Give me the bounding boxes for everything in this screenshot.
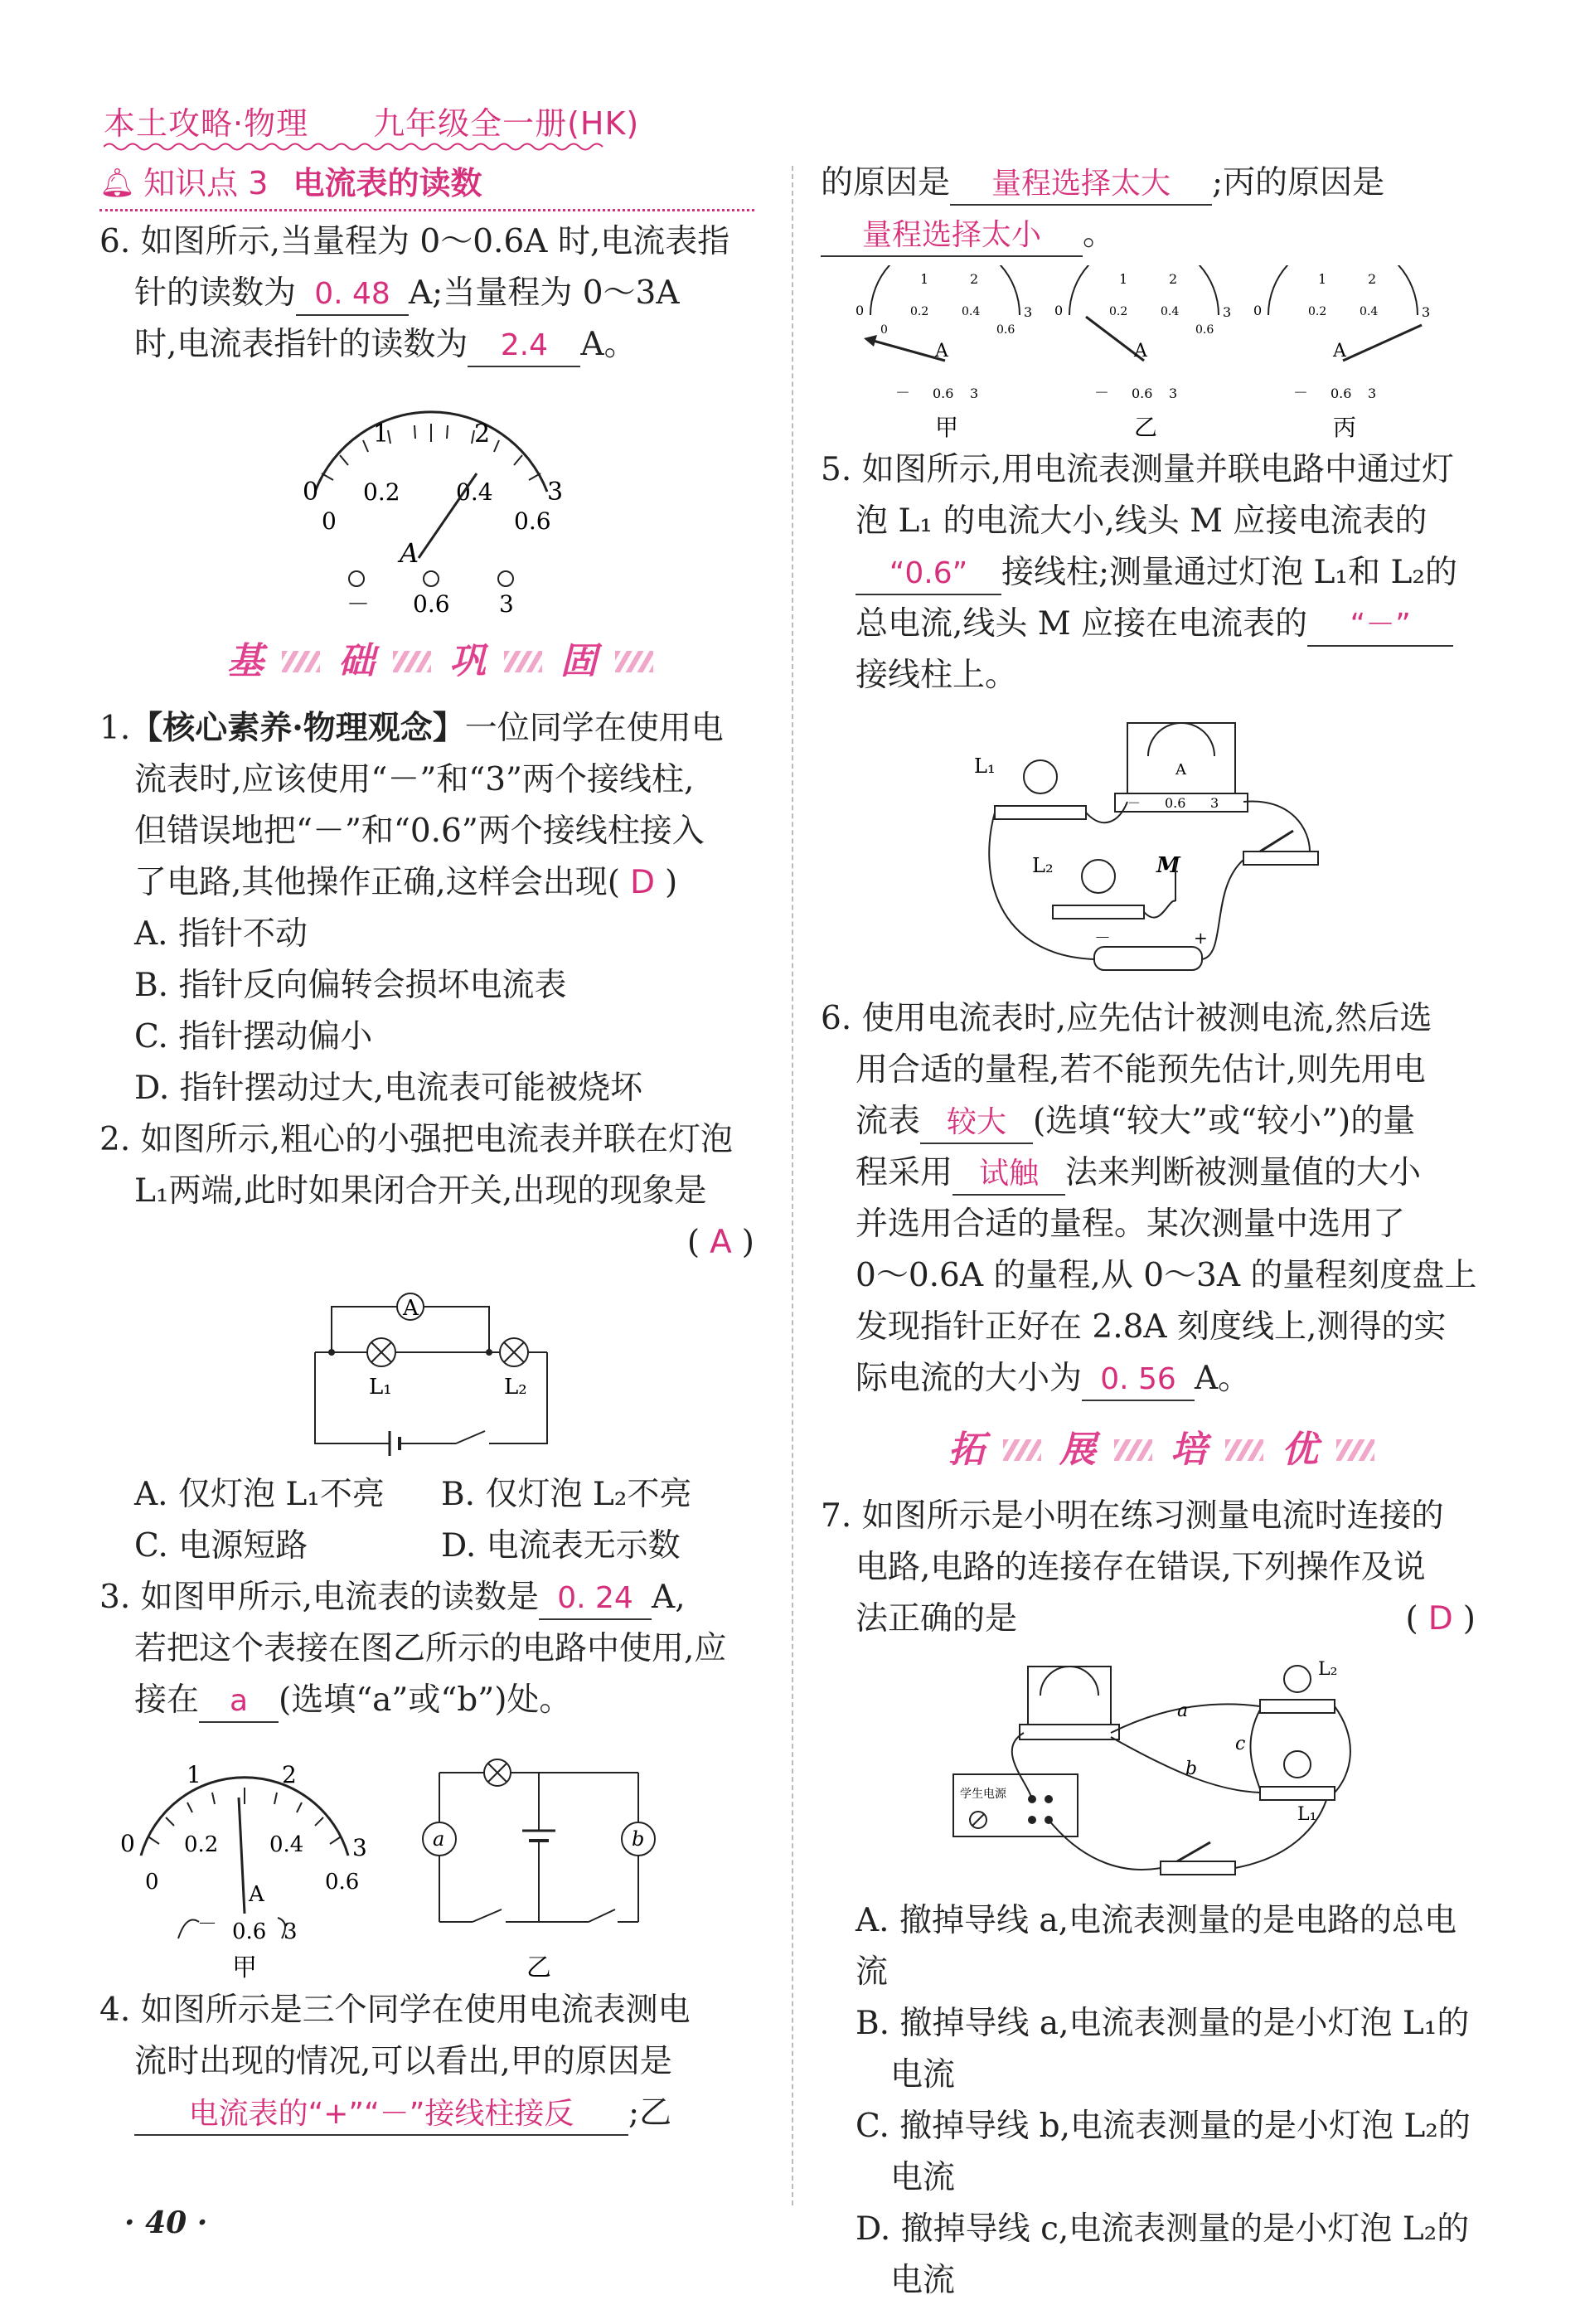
scale-label: 1 xyxy=(1119,271,1128,287)
lamp-label: L₁ xyxy=(974,754,996,778)
scale-label: 0.4 xyxy=(962,305,981,318)
question-text: A。 xyxy=(1195,1360,1251,1397)
ammeter-jia xyxy=(856,265,1032,439)
question-text: 若把这个表接在图乙所示的电路中使用,应 xyxy=(134,1630,727,1667)
answer-blank: 量程选择太大 xyxy=(950,164,1212,206)
figure-q3 xyxy=(108,1731,754,1980)
option-b: B. 撤掉导线 a,电流表测量的是小灯泡 L₁的 xyxy=(856,2005,1470,2042)
question-text: 使用电流表时,应先估计被测电流,然后选 xyxy=(861,1000,1432,1037)
question-text: 程采用 xyxy=(856,1154,953,1191)
answer-blank: 0. 56 xyxy=(1082,1360,1195,1401)
question-text: 法来判断被测量值的大小 xyxy=(1065,1154,1422,1191)
section-heading-basic xyxy=(99,633,763,691)
question-text: 如图所示,用电流表测量并联电路中通过灯 xyxy=(861,451,1455,488)
scale-label: 0 xyxy=(322,507,337,535)
scale-label: 2 xyxy=(1368,271,1377,287)
scale-label: 0.4 xyxy=(1161,305,1180,318)
power-supply-label: 学生电源 xyxy=(960,1788,1006,1801)
figure-caption: 乙 xyxy=(526,1953,551,1980)
option-c: C. 电源短路 xyxy=(134,1527,308,1565)
terminal-label: 0.6 xyxy=(1165,795,1186,811)
answer-choice: D xyxy=(630,864,656,901)
answer-blank: a xyxy=(199,1681,279,1723)
question-text: 一位同学在使用电 xyxy=(464,710,724,747)
question-text: 的原因是 xyxy=(821,164,951,201)
option-d: D. 电流表无示数 xyxy=(441,1527,681,1565)
question-text: L₁两端,此时如果闭合开关,出现的现象是 xyxy=(134,1172,707,1210)
option-c: C. 指针摆动偏小 xyxy=(134,1018,373,1055)
lamp-label: L₁ xyxy=(369,1375,392,1400)
lamp-l2-bulb xyxy=(1082,860,1115,893)
question-number: 6. xyxy=(821,1000,852,1037)
knowledge-point-heading xyxy=(99,158,754,211)
lamp-label: L₂ xyxy=(504,1375,527,1400)
meter-needle xyxy=(1343,325,1422,361)
section-char: 展 xyxy=(1059,1429,1096,1471)
option-b-cont: 电流 xyxy=(890,2056,956,2094)
scale-label: 0 xyxy=(856,303,865,318)
question-text: 针的读数为 xyxy=(134,274,297,312)
terminal-label: 0.6 xyxy=(232,1919,267,1944)
question-text: 但错误地把“－”和“0.6”两个接线柱接入 xyxy=(134,813,705,850)
section-char: 巩 xyxy=(449,640,486,682)
question-text: 用合适的量程,若不能预先估计,则先用电 xyxy=(856,1051,1426,1089)
question-text: 泡 L₁ 的电流大小,线头 M 应接电流表的 xyxy=(856,502,1427,540)
ammeter-yi xyxy=(1054,265,1231,439)
scale-label: 2 xyxy=(1169,271,1178,287)
scale-label: 3 xyxy=(1223,304,1232,320)
question-text: A;当量程为 0～3A xyxy=(409,274,680,312)
scale-label: 1 xyxy=(920,271,929,287)
terminal-label: 3 xyxy=(1368,386,1377,401)
terminal-label: － xyxy=(1094,385,1109,402)
battery-positive: + xyxy=(1194,928,1208,948)
option-c-cont: 电流 xyxy=(890,2159,956,2196)
question-2: 2. 如图所示,粗心的小强把电流表并联在灯泡 L₁两端,此时如果闭合开关,出现的现象是 ( A ) A L₁ L₂ A. 仅灯泡 L₁不亮 B. 仅灯泡 L₂不亮 C. 电源短路 D. 电流表无示数 xyxy=(99,1114,763,1572)
answer-blank: 0. 24 xyxy=(539,1579,652,1620)
section-char: 固 xyxy=(560,640,597,682)
parallel-circuit-figure-q5 xyxy=(962,706,1343,988)
question-4-part2 xyxy=(821,158,1484,439)
answer-blank: “－” xyxy=(1307,605,1453,647)
question-6-left xyxy=(99,216,763,616)
question-number: 1. xyxy=(99,710,131,747)
scale-label: 0 xyxy=(120,1830,135,1857)
scale-label: 0.2 xyxy=(363,478,400,506)
battery-negative: － xyxy=(1094,928,1111,948)
answer-blank: 0. 48 xyxy=(296,274,409,316)
question-text: 电路,电路的连接存在错误,下列操作及说 xyxy=(856,1549,1426,1586)
lamp-l2-bulb xyxy=(1284,1666,1311,1692)
scale-label: 3 xyxy=(1024,304,1033,320)
meter-needle xyxy=(239,1798,245,1914)
question-text: 流表 xyxy=(856,1103,921,1140)
left-column xyxy=(99,158,763,2139)
question-1: 1.【核心素养·物理观念】一位同学在使用电 流表时,应该使用“－”和“3”两个接线柱, 但错误地把“－”和“0.6”两个接线柱接入 了电路,其他操作正确,这样会出现( D ) A. 指针不动 B. 指针反向偏转会损坏电流表 C. 指针摆动偏小 D. 指针摆动过大,电流表可能被烧坏 xyxy=(99,702,763,1114)
option-d-cont: 电流 xyxy=(890,2262,956,2299)
scale-label: 0 xyxy=(880,323,888,337)
answer-choice: A xyxy=(710,1224,732,1261)
scale-label: 0.6 xyxy=(1195,323,1214,337)
question-text: 如图所示,粗心的小强把电流表并联在灯泡 xyxy=(140,1121,734,1158)
option-a: A. 指针不动 xyxy=(134,915,308,953)
scale-label: 0 xyxy=(145,1870,159,1895)
terminal-label: 0.6 xyxy=(1132,386,1153,401)
option-b: B. 指针反向偏转会损坏电流表 xyxy=(134,967,567,1004)
figure-caption: 乙 xyxy=(1134,414,1158,439)
scale-label: 1 xyxy=(1318,271,1327,287)
scale-label: 0.4 xyxy=(269,1832,304,1857)
question-text: A。 xyxy=(580,326,637,363)
question-text: 了电路,其他操作正确,这样会出现 xyxy=(134,864,608,901)
terminal-label: 0.6 xyxy=(413,590,450,616)
question-number: 2. xyxy=(99,1121,131,1158)
scale-label: 0.4 xyxy=(456,478,493,506)
switch xyxy=(1177,1842,1210,1861)
question-3 xyxy=(99,1572,763,1980)
column-divider xyxy=(792,166,793,2205)
terminal-label: － xyxy=(1293,385,1308,402)
right-column xyxy=(821,158,1484,2307)
three-ammeters-figure-q4 xyxy=(837,265,1467,439)
question-5 xyxy=(821,444,1484,988)
section-heading-extend xyxy=(821,1421,1484,1479)
terminal-label: 3 xyxy=(970,386,979,401)
question-text: 流表时,应该使用“－”和“3”两个接线柱, xyxy=(134,761,695,798)
bell-icon: 🔔︎ xyxy=(99,167,136,200)
scale-label: 0.2 xyxy=(1308,305,1327,318)
question-text: 如图甲所示,电流表的读数是 xyxy=(140,1579,540,1616)
question-7: 7. 如图所示是小明在练习测量电流时连接的 电路,电路的连接存在错误,下列操作及说 法正确的是 ( D ) 学生电源 L₂ L₁ a b c A. 撤掉导线 a,电流表测量的是电路的总电流 B. 撤掉导线 a,电流表测量的是小灯泡 L₁的 电流 C. 撤掉导线 b,电流表测量的是小灯泡 L₂的 电流 D. 撤掉导线 c,电流表测量的是小灯泡 L₂的 电流 xyxy=(821,1491,1484,2307)
knowledge-point-label: 知识点 3 xyxy=(143,165,269,201)
lamp-label: L₂ xyxy=(1318,1659,1338,1680)
scale-label: 0 xyxy=(303,478,319,507)
scale-label: 3 xyxy=(547,478,564,507)
question-text: (选填“a”或“b”)处。 xyxy=(279,1681,572,1719)
header-wave-decoration xyxy=(104,141,609,153)
lamp-l1-bulb xyxy=(1284,1751,1311,1778)
section-char: 培 xyxy=(1171,1429,1207,1471)
question-text: ;丙的原因是 xyxy=(1212,164,1385,201)
svg-text:A: A xyxy=(1175,761,1186,779)
question-text: 总电流,线头 M 应接在电流表的 xyxy=(856,605,1308,643)
terminal-label: 0.6 xyxy=(1331,386,1352,401)
scale-label: 0.6 xyxy=(325,1870,360,1895)
option-a: A. 仅灯泡 L₁不亮 xyxy=(134,1476,385,1513)
question-text: 发现指针正好在 2.8A 刻度线上,测得的实 xyxy=(856,1308,1447,1346)
switch xyxy=(1260,831,1293,851)
question-text: ;乙 xyxy=(628,2094,672,2132)
question-4-part1 xyxy=(99,1985,763,2139)
terminal-label: 3 xyxy=(1169,386,1178,401)
scale-label: 0.6 xyxy=(996,323,1015,337)
ammeter-symbol: A xyxy=(403,1296,419,1321)
question-text: 接在 xyxy=(134,1681,200,1719)
meter-needle xyxy=(419,473,477,558)
lamp-label: L₂ xyxy=(1032,854,1054,877)
figure-caption: 甲 xyxy=(935,414,959,439)
scale-label: 0.2 xyxy=(910,305,929,318)
question-number: 7. xyxy=(821,1497,852,1535)
figure-caption: 甲 xyxy=(232,1953,257,1980)
question-text: 并选用合适的量程。某次测量中选用了 xyxy=(856,1206,1406,1243)
answer-blank: 较大 xyxy=(920,1103,1033,1144)
question-text: 0～0.6A 的量程,从 0～3A 的量程刻度盘上 xyxy=(856,1257,1477,1294)
scale-label: 1 xyxy=(187,1761,201,1788)
question-text: 流时出现的情况,可以看出,甲的原因是 xyxy=(134,2043,672,2080)
option-c: C. 撤掉导线 b,电流表测量的是小灯泡 L₂的 xyxy=(856,2108,1471,2145)
question-text: 时,电流表指针的读数为 xyxy=(134,326,468,363)
terminal-label: 0.6 xyxy=(933,386,954,401)
question-text: 际电流的大小为 xyxy=(856,1360,1083,1397)
scale-label: 0 xyxy=(1253,303,1263,318)
section-char: 基 xyxy=(227,640,264,682)
meter-symbol: A xyxy=(1134,341,1147,361)
question-text: A, xyxy=(652,1579,686,1616)
ammeter-bing xyxy=(1253,265,1430,439)
terminal-label: － xyxy=(347,590,371,616)
terminal-label: 3 xyxy=(284,1919,298,1944)
question-number: 5. xyxy=(821,451,852,488)
terminal-label: － xyxy=(197,1912,217,1935)
scale-label: 2 xyxy=(282,1761,297,1788)
scale-label: 0.2 xyxy=(184,1832,219,1857)
page-number: · 40 · xyxy=(124,2205,208,2240)
terminal-label: － xyxy=(1127,795,1141,811)
option-d: D. 指针摆动过大,电流表可能被烧坏 xyxy=(134,1070,643,1107)
scale-label: 0.2 xyxy=(1109,305,1128,318)
position-label: b xyxy=(632,1827,645,1851)
wire-b-label: b xyxy=(1185,1759,1198,1779)
question-text: 。 xyxy=(1083,216,1116,253)
option-b: B. 仅灯泡 L₂不亮 xyxy=(441,1476,692,1513)
page-header: 本土攻略·物理 九年级全一册(HK) xyxy=(104,105,640,142)
wire-c-label: c xyxy=(1235,1734,1246,1754)
answer-blank: 试触 xyxy=(952,1154,1065,1196)
meter-symbol: A xyxy=(249,1882,264,1907)
option-d: D. 撤掉导线 c,电流表测量的是小灯泡 L₂的 xyxy=(856,2210,1470,2248)
meter-symbol: A xyxy=(400,537,419,569)
scale-label: 2 xyxy=(474,420,491,449)
knowledge-point-topic: 电流表的读数 xyxy=(293,165,482,201)
switch xyxy=(456,1431,485,1443)
lamp-l1-bulb xyxy=(1024,760,1057,793)
scale-label: 0 xyxy=(1054,303,1064,318)
scale-label: 2 xyxy=(970,271,979,287)
question-number: 3. xyxy=(99,1579,131,1616)
scale-label: 1 xyxy=(373,420,390,449)
answer-blank: 2.4 xyxy=(468,326,580,367)
question-number: 4. xyxy=(99,1992,131,2029)
meter-symbol: A xyxy=(935,341,948,361)
scale-label: 0.4 xyxy=(1360,305,1379,318)
wire-m-label: M xyxy=(1156,853,1180,878)
terminal-label: － xyxy=(895,385,910,402)
question-text: (选填“较大”或“较小”)的量 xyxy=(1033,1103,1416,1140)
section-char: 础 xyxy=(338,640,375,682)
question-text: 接线柱;测量通过灯泡 L₁和 L₂的 xyxy=(1001,554,1457,591)
answer-blank: 量程选择太小 xyxy=(821,216,1083,257)
section-char: 优 xyxy=(1282,1429,1318,1471)
answer-blank: “0.6” xyxy=(856,554,1001,595)
question-text: 如图所示是三个同学在使用电流表测电 xyxy=(140,1992,691,2029)
terminal-label: 3 xyxy=(499,590,514,616)
meter-needle xyxy=(870,340,945,361)
figure-caption: 丙 xyxy=(1333,414,1357,439)
question-tag: 【核心素养·物理观念】 xyxy=(130,709,465,747)
scale-label: 3 xyxy=(352,1834,367,1861)
question-text: 接线柱上。 xyxy=(856,657,1018,694)
question-6-right xyxy=(821,993,1484,1405)
question-number: 6. xyxy=(99,223,131,260)
terminal-label: 3 xyxy=(1210,795,1219,811)
option-a: A. 撤掉导线 a,电流表测量的是电路的总电流 xyxy=(856,1902,1457,1991)
answer-blank: 电流表的“+”“－”接线柱接反 xyxy=(134,2094,628,2136)
ammeter-figure-q6 xyxy=(257,376,605,616)
wire-a-label: a xyxy=(1177,1701,1189,1721)
position-label: a xyxy=(433,1827,445,1851)
section-char: 拓 xyxy=(948,1429,985,1471)
question-text: 法正确的是 xyxy=(856,1600,1018,1637)
question-text: 如图所示,当量程为 0～0.6A 时,电流表指 xyxy=(140,223,730,260)
meter-symbol: A xyxy=(1333,341,1346,361)
answer-choice: D xyxy=(1427,1600,1453,1637)
scale-label: 3 xyxy=(1422,304,1431,320)
lamp-label: L₁ xyxy=(1297,1804,1317,1825)
scale-label: 0.6 xyxy=(514,507,551,535)
circuit-diagram-q2 xyxy=(298,1274,564,1464)
circuit-figure-q7 xyxy=(945,1650,1360,1890)
question-text: 如图所示是小明在练习测量电流时连接的 xyxy=(861,1497,1444,1535)
